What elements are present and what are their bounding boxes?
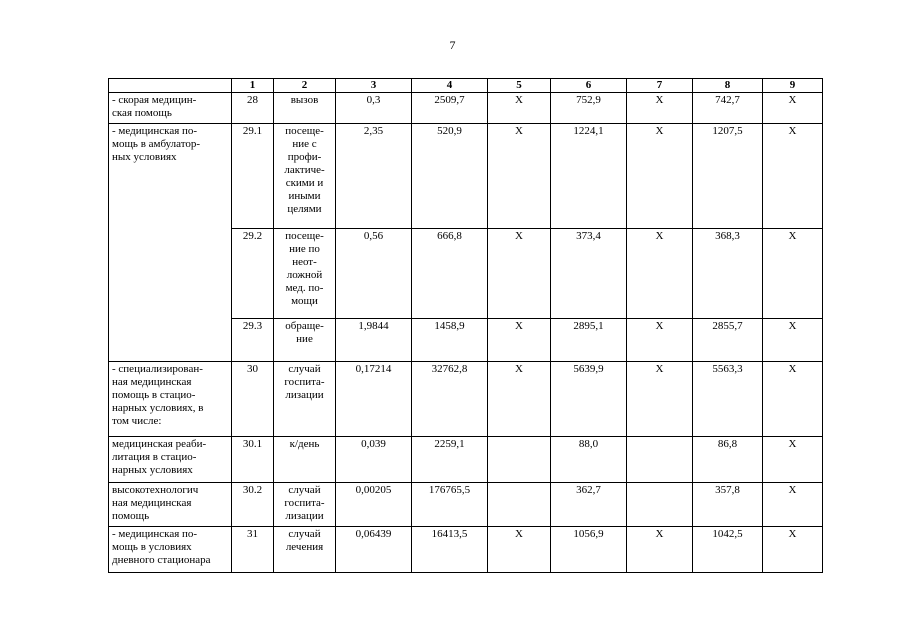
unit-cell: [274, 229, 336, 319]
table-row: [109, 93, 823, 124]
line: ная медицинская: [112, 376, 192, 388]
line: случай: [288, 484, 321, 496]
value-cell: 752,9: [551, 93, 627, 124]
table-header-row: [109, 79, 823, 93]
unit-cell: [274, 93, 336, 124]
value-cell: Х: [627, 93, 693, 124]
value-cell: Х: [763, 319, 823, 362]
value-cell: 357,8: [693, 483, 763, 527]
value-cell: Х: [627, 229, 693, 319]
code-cell: 28: [232, 93, 274, 124]
line: посеще-: [285, 230, 324, 242]
header-cell: 4: [412, 79, 488, 93]
value-cell: 32762,8: [412, 362, 488, 437]
value-cell: Х: [627, 124, 693, 229]
line: - медицинская по-: [112, 125, 198, 137]
line: целями: [287, 203, 322, 215]
line: мед. по-: [285, 282, 324, 294]
value-cell: [627, 437, 693, 483]
line: лечения: [285, 541, 324, 553]
service-name-cell: [109, 362, 232, 437]
value-cell: Х: [763, 229, 823, 319]
header-cell: 3: [336, 79, 412, 93]
line: - скорая медицин-: [112, 94, 197, 106]
value-cell: 520,9: [412, 124, 488, 229]
tariff-table: [108, 78, 823, 573]
line: лизации: [285, 389, 324, 401]
value-cell: 373,4: [551, 229, 627, 319]
value-cell: 1,9844: [336, 319, 412, 362]
table-row: [109, 124, 823, 229]
value-cell: 0,039: [336, 437, 412, 483]
service-name-cell: [109, 483, 232, 527]
value-cell: 0,56: [336, 229, 412, 319]
line: мощи: [291, 295, 318, 307]
line: вызов: [290, 94, 319, 106]
value-cell: [488, 437, 551, 483]
value-cell: 2,35: [336, 124, 412, 229]
value-cell: 2855,7: [693, 319, 763, 362]
value-cell: Х: [763, 362, 823, 437]
line: обраще-: [285, 320, 324, 332]
value-cell: 1458,9: [412, 319, 488, 362]
header-cell: [109, 79, 232, 93]
value-cell: 1056,9: [551, 527, 627, 573]
value-cell: 1042,5: [693, 527, 763, 573]
value-cell: 2509,7: [412, 93, 488, 124]
value-cell: Х: [488, 124, 551, 229]
value-cell: Х: [488, 362, 551, 437]
code-cell: 30.2: [232, 483, 274, 527]
value-cell: 5563,3: [693, 362, 763, 437]
service-name-cell: [109, 93, 232, 124]
unit-cell: [274, 483, 336, 527]
header-cell: 7: [627, 79, 693, 93]
line: случай: [288, 363, 321, 375]
value-cell: [488, 483, 551, 527]
line: ложной: [286, 269, 323, 281]
value-cell: 0,3: [336, 93, 412, 124]
header-cell: 2: [274, 79, 336, 93]
value-cell: Х: [488, 527, 551, 573]
line: нарных условиях, в: [112, 402, 204, 414]
value-cell: 176765,5: [412, 483, 488, 527]
line: помощь: [112, 510, 150, 522]
header-cell: 5: [488, 79, 551, 93]
value-cell: Х: [763, 437, 823, 483]
value-cell: 2895,1: [551, 319, 627, 362]
line: мощь в амбулатор-: [112, 138, 201, 150]
line: мощь в условиях: [112, 541, 192, 553]
line: нарных условиях: [112, 464, 193, 476]
line: скими и: [285, 177, 324, 189]
value-cell: Х: [763, 124, 823, 229]
line: - медицинская по-: [112, 528, 198, 540]
line: лактиче-: [284, 164, 325, 176]
code-cell: 29.3: [232, 319, 274, 362]
table-row: [109, 483, 823, 527]
value-cell: Х: [627, 319, 693, 362]
line: госпита-: [284, 497, 325, 509]
value-cell: Х: [627, 527, 693, 573]
line: неот-: [292, 256, 317, 268]
value-cell: 666,8: [412, 229, 488, 319]
line: ние: [296, 333, 313, 345]
table-row: [109, 437, 823, 483]
code-cell: 30.1: [232, 437, 274, 483]
header-cell: 1: [232, 79, 274, 93]
page-number: 7: [449, 38, 456, 52]
table-row: [109, 362, 823, 437]
line: профи-: [287, 151, 322, 163]
service-name-cell: [109, 527, 232, 573]
value-cell: Х: [763, 483, 823, 527]
value-cell: 1207,5: [693, 124, 763, 229]
value-cell: 0,00205: [336, 483, 412, 527]
line: том числе:: [112, 415, 162, 427]
value-cell: Х: [488, 93, 551, 124]
unit-cell: [274, 124, 336, 229]
line: случай: [288, 528, 321, 540]
value-cell: 742,7: [693, 93, 763, 124]
value-cell: 1224,1: [551, 124, 627, 229]
line: литация в стацио-: [112, 451, 197, 463]
value-cell: 0,06439: [336, 527, 412, 573]
line: - специализирован-: [112, 363, 203, 375]
service-name-cell: [109, 437, 232, 483]
value-cell: 362,7: [551, 483, 627, 527]
unit-cell: [274, 362, 336, 437]
table-row: [109, 527, 823, 573]
code-cell: 29.1: [232, 124, 274, 229]
value-cell: 5639,9: [551, 362, 627, 437]
line: медицинская реаби-: [112, 438, 207, 450]
header-cell: 9: [763, 79, 823, 93]
value-cell: 88,0: [551, 437, 627, 483]
line: ная медицинская: [112, 497, 192, 509]
line: к/день: [289, 438, 320, 450]
value-cell: Х: [763, 93, 823, 124]
value-cell: 368,3: [693, 229, 763, 319]
unit-cell: [274, 437, 336, 483]
line: посеще-: [285, 125, 324, 137]
unit-cell: [274, 527, 336, 573]
header-cell: 8: [693, 79, 763, 93]
service-name-cell: [109, 124, 232, 362]
line: дневного стационара: [112, 554, 211, 566]
line: иными: [288, 190, 321, 202]
line: ние по: [289, 243, 320, 255]
value-cell: Х: [488, 229, 551, 319]
line: помощь в стацио-: [112, 389, 196, 401]
line: госпита-: [284, 376, 325, 388]
value-cell: Х: [627, 362, 693, 437]
code-cell: 31: [232, 527, 274, 573]
line: лизации: [285, 510, 324, 522]
line: ние с: [292, 138, 317, 150]
line: ская помощь: [112, 107, 172, 119]
value-cell: Х: [763, 527, 823, 573]
line: высокотехнологич: [112, 484, 199, 496]
value-cell: 16413,5: [412, 527, 488, 573]
value-cell: 86,8: [693, 437, 763, 483]
value-cell: [627, 483, 693, 527]
value-cell: 0,17214: [336, 362, 412, 437]
value-cell: Х: [488, 319, 551, 362]
header-cell: 6: [551, 79, 627, 93]
line: ных условиях: [112, 151, 177, 163]
unit-cell: [274, 319, 336, 362]
value-cell: 2259,1: [412, 437, 488, 483]
code-cell: 29.2: [232, 229, 274, 319]
code-cell: 30: [232, 362, 274, 437]
